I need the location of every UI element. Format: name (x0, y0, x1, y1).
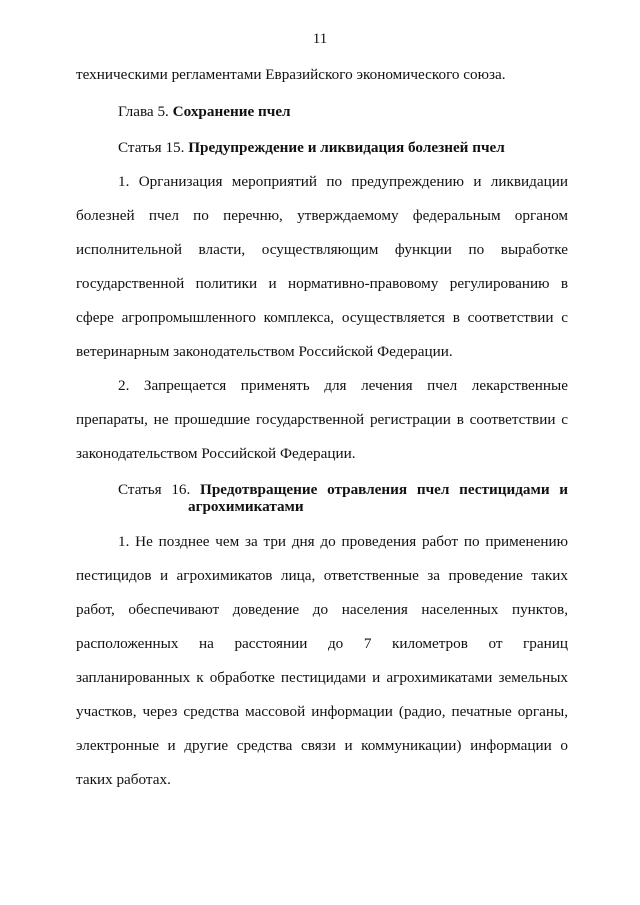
article16-title-line2: агрохимикатами (188, 498, 304, 515)
intro-line: техническими регламентами Евразийского экономического союза. (76, 66, 506, 83)
article16-para1-line: работ, обеспечивают доведение до населения населенных пунктов, (76, 601, 568, 618)
article15-para1-line: 1. Организация мероприятий по предупреждению и ликвидации (118, 173, 568, 190)
article15-para2-line: препараты, не прошедшие государственной регистрации в соответствии с (76, 411, 568, 428)
article16-para1-line: участков, через средства массовой информации (радио, печатные органы, (76, 703, 568, 720)
article15-para1-line: государственной политики и нормативно-правовому регулированию в (76, 275, 568, 292)
article15-title: Предупреждение и ликвидация болезней пчел (188, 139, 505, 156)
article16-para1-line: таких работах. (76, 771, 171, 788)
article16-para1-line: пестицидов и агрохимикатов лица, ответственные за проведение таких (76, 567, 568, 584)
article16-heading (118, 481, 568, 499)
article15-para1-line: исполнительной власти, осуществляющим функции по выработке (76, 241, 568, 258)
article16-prefix: Статья 16. (118, 481, 191, 498)
chapter-title: Сохранение пчел (172, 103, 291, 120)
article15-heading (118, 139, 505, 157)
article15-para2-line: законодательством Российской Федерации. (76, 445, 356, 462)
article16-para1-line: 1. Не позднее чем за три дня до проведения работ по применению (118, 533, 568, 550)
article16-para1-line: расположенных на расстоянии до 7 километров от границ (76, 635, 568, 652)
article15-prefix: Статья 15. (118, 139, 185, 156)
article16-para1-line: запланированных к обработке пестицидами и агрохимикатами земельных (76, 669, 568, 686)
article15-para1-line: сфере агропромышленного комплекса, осуществляется в соответствии с (76, 309, 568, 326)
article16-title-line1: Предотвращение отравления пчел пестицидами и (200, 481, 569, 498)
article15-para1-line: болезней пчел по перечню, утверждаемому федеральным органом (76, 207, 568, 224)
chapter-prefix: Глава 5. (118, 103, 169, 120)
article15-para1-line: ветеринарным законодательством Российской Федерации. (76, 343, 453, 360)
article16-para1-line: электронные и другие средства связи и коммуникации) информации о (76, 737, 568, 754)
chapter-heading (118, 103, 291, 121)
article15-para2-line: 2. Запрещается применять для лечения пчел лекарственные (118, 377, 568, 394)
page-number: 11 (312, 31, 328, 47)
